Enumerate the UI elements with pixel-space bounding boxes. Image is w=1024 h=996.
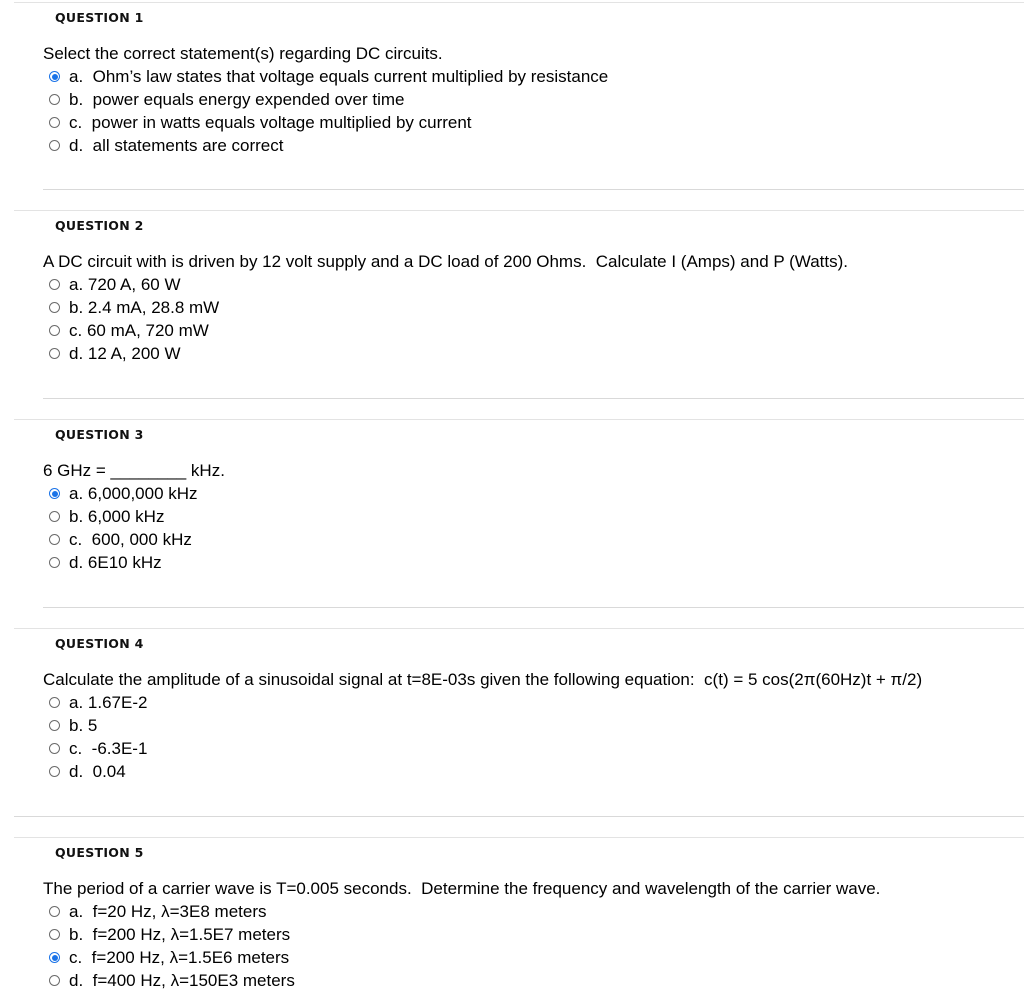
option-b[interactable] xyxy=(43,714,1024,737)
option-b[interactable] xyxy=(43,505,1024,528)
option-label: a. 720 A, 60 W xyxy=(69,275,181,294)
option-a[interactable] xyxy=(43,900,1024,923)
radio-button[interactable] xyxy=(49,140,60,151)
section-divider xyxy=(43,607,1024,608)
radio-button-selected[interactable] xyxy=(49,71,60,82)
option-d[interactable] xyxy=(43,969,1024,992)
radio-button[interactable] xyxy=(49,279,60,290)
question-body xyxy=(43,250,1024,365)
radio-button[interactable] xyxy=(49,906,60,917)
option-d[interactable] xyxy=(43,760,1024,783)
radio-button[interactable] xyxy=(49,94,60,105)
option-a[interactable] xyxy=(43,65,1024,88)
radio-button[interactable] xyxy=(49,557,60,568)
option-label: a. Ohm’s law states that voltage equals current multiplied by resistance xyxy=(69,67,609,86)
option-d[interactable] xyxy=(43,134,1024,157)
radio-button[interactable] xyxy=(49,348,60,359)
radio-button[interactable] xyxy=(49,534,60,545)
option-label: c. f=200 Hz, λ=1.5E6 meters xyxy=(69,948,290,967)
question-text: 6 GHz = ________ kHz. xyxy=(43,461,225,480)
option-c[interactable] xyxy=(43,946,1024,969)
question-2 xyxy=(14,210,1024,363)
question-body xyxy=(43,459,1024,574)
question-3 xyxy=(14,419,1024,572)
option-label: a. f=20 Hz, λ=3E8 meters xyxy=(69,902,267,921)
option-label: d. 0.04 xyxy=(69,762,126,781)
question-label: QUESTION 3 xyxy=(55,427,144,442)
question-text: The period of a carrier wave is T=0.005 seconds. Determine the frequency and wavelength of the carrier wave. xyxy=(43,879,881,898)
option-c[interactable] xyxy=(43,319,1024,342)
option-label: c. 60 mA, 720 mW xyxy=(69,321,209,340)
option-label: d. 6E10 kHz xyxy=(69,553,162,572)
option-label: c. 600, 000 kHz xyxy=(69,530,192,549)
option-b[interactable] xyxy=(43,296,1024,319)
option-label: b. power equals energy expended over time xyxy=(69,90,405,109)
option-d[interactable] xyxy=(43,551,1024,574)
radio-button[interactable] xyxy=(49,743,60,754)
question-label: QUESTION 5 xyxy=(55,845,144,860)
option-label: d. all statements are correct xyxy=(69,136,284,155)
question-body xyxy=(43,668,1024,783)
option-c[interactable] xyxy=(43,111,1024,134)
option-label: b. 5 xyxy=(69,716,98,735)
question-text: A DC circuit with is driven by 12 volt supply and a DC load of 200 Ohms. Calculate I (Amps) and P (Watts). xyxy=(43,252,848,271)
question-label: QUESTION 1 xyxy=(55,10,144,25)
radio-button[interactable] xyxy=(49,766,60,777)
question-label: QUESTION 2 xyxy=(55,218,144,233)
radio-button[interactable] xyxy=(49,302,60,313)
option-label: d. f=400 Hz, λ=150E3 meters xyxy=(69,971,295,990)
radio-button[interactable] xyxy=(49,975,60,986)
question-label: QUESTION 4 xyxy=(55,636,144,651)
radio-button[interactable] xyxy=(49,720,60,731)
option-a[interactable] xyxy=(43,482,1024,505)
option-label: b. 2.4 mA, 28.8 mW xyxy=(69,298,220,317)
option-label: c. power in watts equals voltage multiplied by current xyxy=(69,113,472,132)
option-b[interactable] xyxy=(43,923,1024,946)
option-b[interactable] xyxy=(43,88,1024,111)
radio-button[interactable] xyxy=(49,117,60,128)
question-1 xyxy=(14,2,1024,155)
question-body xyxy=(43,877,1024,992)
option-label: c. -6.3E-1 xyxy=(69,739,148,758)
option-d[interactable] xyxy=(43,342,1024,365)
radio-button[interactable] xyxy=(49,325,60,336)
section-divider xyxy=(43,189,1024,190)
option-c[interactable] xyxy=(43,528,1024,551)
option-label: b. 6,000 kHz xyxy=(69,507,165,526)
option-a[interactable] xyxy=(43,273,1024,296)
option-label: b. f=200 Hz, λ=1.5E7 meters xyxy=(69,925,291,944)
question-text: Select the correct statement(s) regarding DC circuits. xyxy=(43,44,443,63)
radio-button[interactable] xyxy=(49,511,60,522)
question-body xyxy=(43,42,1024,157)
option-c[interactable] xyxy=(43,737,1024,760)
section-divider xyxy=(14,816,1024,817)
section-divider xyxy=(43,398,1024,399)
option-label: a. 6,000,000 kHz xyxy=(69,484,198,503)
option-label: a. 1.67E-2 xyxy=(69,693,148,712)
question-4 xyxy=(14,628,1024,781)
question-text: Calculate the amplitude of a sinusoidal signal at t=8E-03s given the following equation: c(t) = 5 cos(2π(60Hz)t + π/2) xyxy=(43,670,923,689)
radio-button-selected[interactable] xyxy=(49,952,60,963)
option-a[interactable] xyxy=(43,691,1024,714)
radio-button[interactable] xyxy=(49,697,60,708)
radio-button-selected[interactable] xyxy=(49,488,60,499)
option-label: d. 12 A, 200 W xyxy=(69,344,181,363)
radio-button[interactable] xyxy=(49,929,60,940)
question-5 xyxy=(14,837,1024,990)
